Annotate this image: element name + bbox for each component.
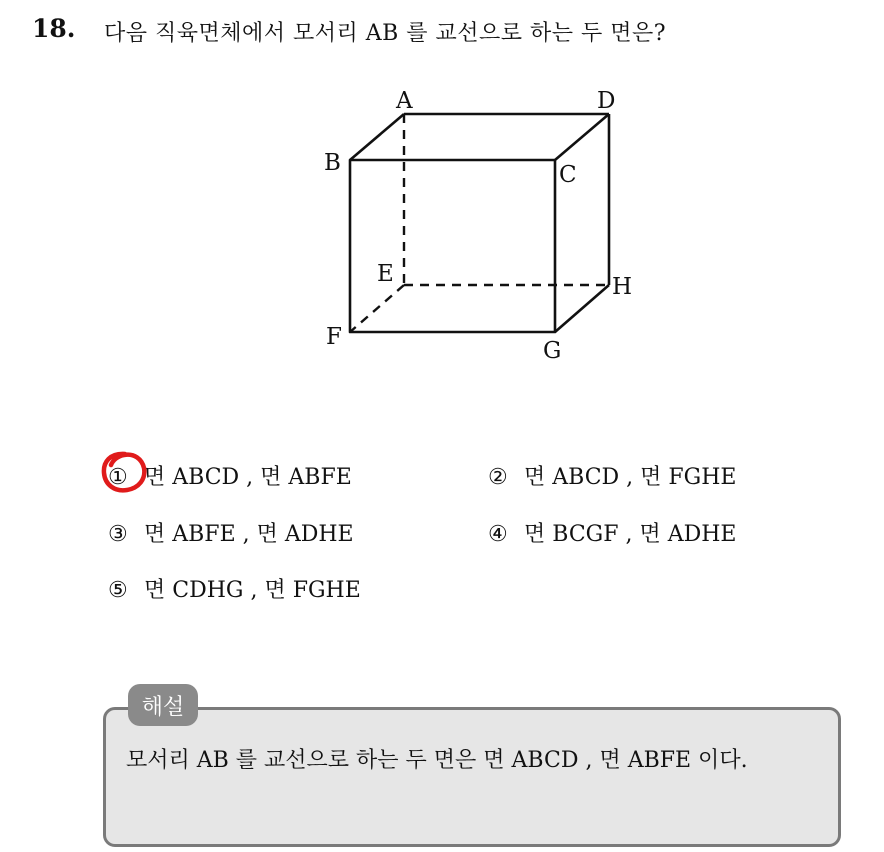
vertex-label-A: A [396, 88, 413, 114]
edge-CD [555, 114, 609, 160]
edge-EF [350, 285, 404, 332]
vertex-label-H: H [612, 274, 633, 300]
choice-1-number: ① [108, 465, 128, 490]
answer-circle-mark [98, 448, 152, 496]
choice-3-text: 면 ABFE , 면 ADHE [144, 522, 354, 547]
vertex-label-F: F [326, 324, 342, 350]
choice-2-text: 면 ABCD , 면 FGHE [524, 465, 737, 490]
choice-5-number: ⑤ [108, 578, 128, 603]
choice-2-number: ② [488, 465, 508, 490]
choice-4[interactable] [488, 517, 737, 548]
question-text: 다음 직육면체에서 모서리 AB 를 교선으로 하는 두 면은? [104, 21, 667, 46]
choice-3-number: ③ [108, 522, 128, 547]
choice-5-text: 면 CDHG , 면 FGHE [144, 578, 361, 603]
cuboid-figure [300, 82, 660, 372]
vertex-label-D: D [597, 88, 616, 114]
choice-4-number: ④ [488, 522, 508, 547]
choice-5[interactable] [108, 573, 361, 604]
vertex-label-E: E [377, 261, 394, 287]
question-number: 18. [32, 14, 76, 43]
choice-1-text: 면 ABCD , 면 ABFE [144, 465, 352, 490]
edge-GH [555, 285, 609, 332]
edge-BA [350, 114, 404, 160]
vertex-label-G: G [543, 338, 562, 364]
choice-2[interactable] [488, 460, 737, 491]
answer-circle-stroke [104, 454, 144, 490]
front-face [350, 160, 555, 332]
choice-4-text: 면 BCGF , 면 ADHE [524, 522, 737, 547]
solution-text: 모서리 AB 를 교선으로 하는 두 면은 면 ABCD , 면 ABFE 이다. [126, 748, 748, 773]
vertex-label-B: B [324, 150, 341, 176]
solution-label: 해설 [128, 684, 198, 726]
choice-3[interactable] [108, 517, 354, 548]
vertex-label-C: C [559, 162, 577, 188]
